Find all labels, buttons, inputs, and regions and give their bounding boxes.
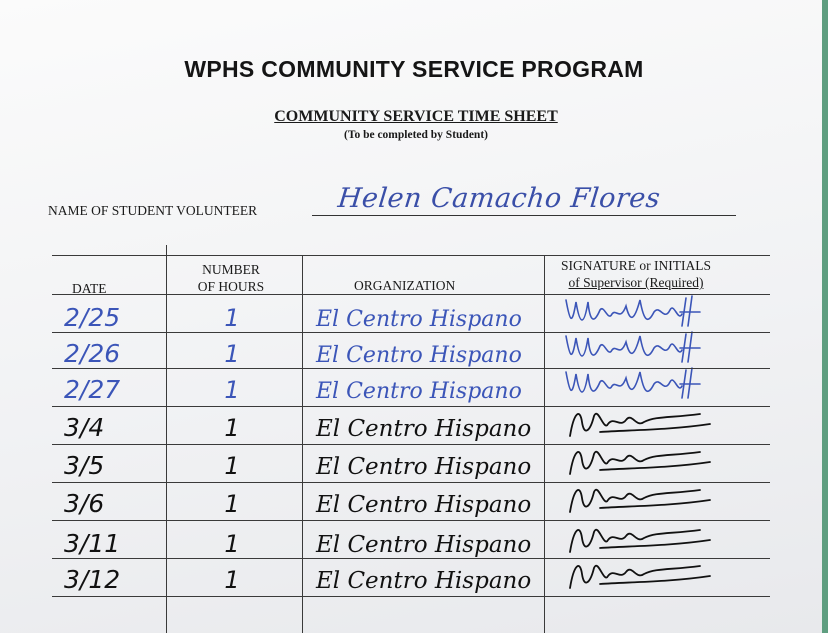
table-row xyxy=(0,368,822,404)
table-top-rule xyxy=(52,255,770,256)
supervisor-signature xyxy=(560,478,760,518)
signature-stroke xyxy=(570,414,710,436)
row-organization: El Centro Hispano xyxy=(316,416,532,442)
row-rule xyxy=(52,332,770,333)
row-date: 3/4 xyxy=(64,413,105,442)
row-rule xyxy=(52,444,770,445)
supervisor-signature xyxy=(560,440,760,480)
table-row xyxy=(0,296,822,332)
row-hours: 1 xyxy=(224,530,240,558)
student-name-line xyxy=(312,215,736,216)
table-row xyxy=(0,558,822,594)
column-header-signature-line1: SIGNATURE or INITIALS xyxy=(561,258,711,273)
row-organization: El Centro Hispano xyxy=(316,532,532,558)
supervisor-signature xyxy=(560,402,760,442)
row-organization: El Centro Hispano xyxy=(316,379,522,404)
column-header-hours xyxy=(186,261,276,295)
student-name-label: NAME OF STUDENT VOLUNTEER xyxy=(48,203,258,218)
row-hours: 1 xyxy=(224,414,240,442)
supervisor-signature xyxy=(560,364,760,404)
column-header-signature xyxy=(540,257,732,291)
row-organization: El Centro Hispano xyxy=(316,568,532,594)
table-row xyxy=(0,444,822,480)
row-rule xyxy=(52,558,770,559)
row-hours: 1 xyxy=(224,376,240,404)
row-rule xyxy=(52,596,770,597)
supervisor-signature xyxy=(560,292,760,332)
column-header-date: DATE xyxy=(72,281,107,296)
row-hours: 1 xyxy=(224,452,240,480)
student-name-value: Helen Camacho Flores xyxy=(336,183,662,214)
row-date: 3/12 xyxy=(64,565,121,594)
row-date: 2/25 xyxy=(64,303,121,332)
signature-stroke xyxy=(570,530,710,552)
row-organization: El Centro Hispano xyxy=(316,492,532,518)
row-hours: 1 xyxy=(224,490,240,518)
signature-stroke xyxy=(570,490,710,512)
row-hours: 1 xyxy=(224,566,240,594)
signature-stroke xyxy=(566,296,700,326)
row-date: 3/6 xyxy=(64,489,105,518)
supervisor-signature xyxy=(560,554,760,594)
column-header-organization: ORGANIZATION xyxy=(354,278,456,293)
column-header-hours-line1: NUMBER xyxy=(202,262,260,277)
column-header-signature-line2: of Supervisor (Required) xyxy=(568,275,704,290)
signature-stroke xyxy=(570,452,710,474)
supervisor-signature xyxy=(560,328,760,368)
signature-stroke xyxy=(570,566,710,588)
row-hours: 1 xyxy=(224,304,240,332)
row-date: 3/11 xyxy=(64,529,121,558)
supervisor-signature xyxy=(560,518,760,558)
row-organization: El Centro Hispano xyxy=(316,343,522,368)
row-rule xyxy=(52,520,770,521)
row-date: 2/26 xyxy=(64,339,121,368)
table-row xyxy=(0,482,822,518)
row-rule xyxy=(52,368,770,369)
table-row xyxy=(0,522,822,558)
column-header-hours-line2: OF HOURS xyxy=(197,279,265,294)
row-date: 2/27 xyxy=(64,375,121,404)
row-date: 3/5 xyxy=(64,451,105,480)
sheet-subtitle: (To be completed by Student) xyxy=(344,129,488,141)
row-hours: 1 xyxy=(224,340,240,368)
signature-stroke xyxy=(566,332,700,362)
row-rule xyxy=(52,482,770,483)
row-organization: El Centro Hispano xyxy=(316,454,532,480)
table-row xyxy=(0,332,822,368)
sheet-title: COMMUNITY SERVICE TIME SHEET xyxy=(274,108,558,125)
row-organization: El Centro Hispano xyxy=(316,307,522,332)
row-rule xyxy=(52,406,770,407)
program-title: WPHS COMMUNITY SERVICE PROGRAM xyxy=(184,56,644,82)
signature-stroke xyxy=(566,368,700,398)
table-row xyxy=(0,406,822,442)
